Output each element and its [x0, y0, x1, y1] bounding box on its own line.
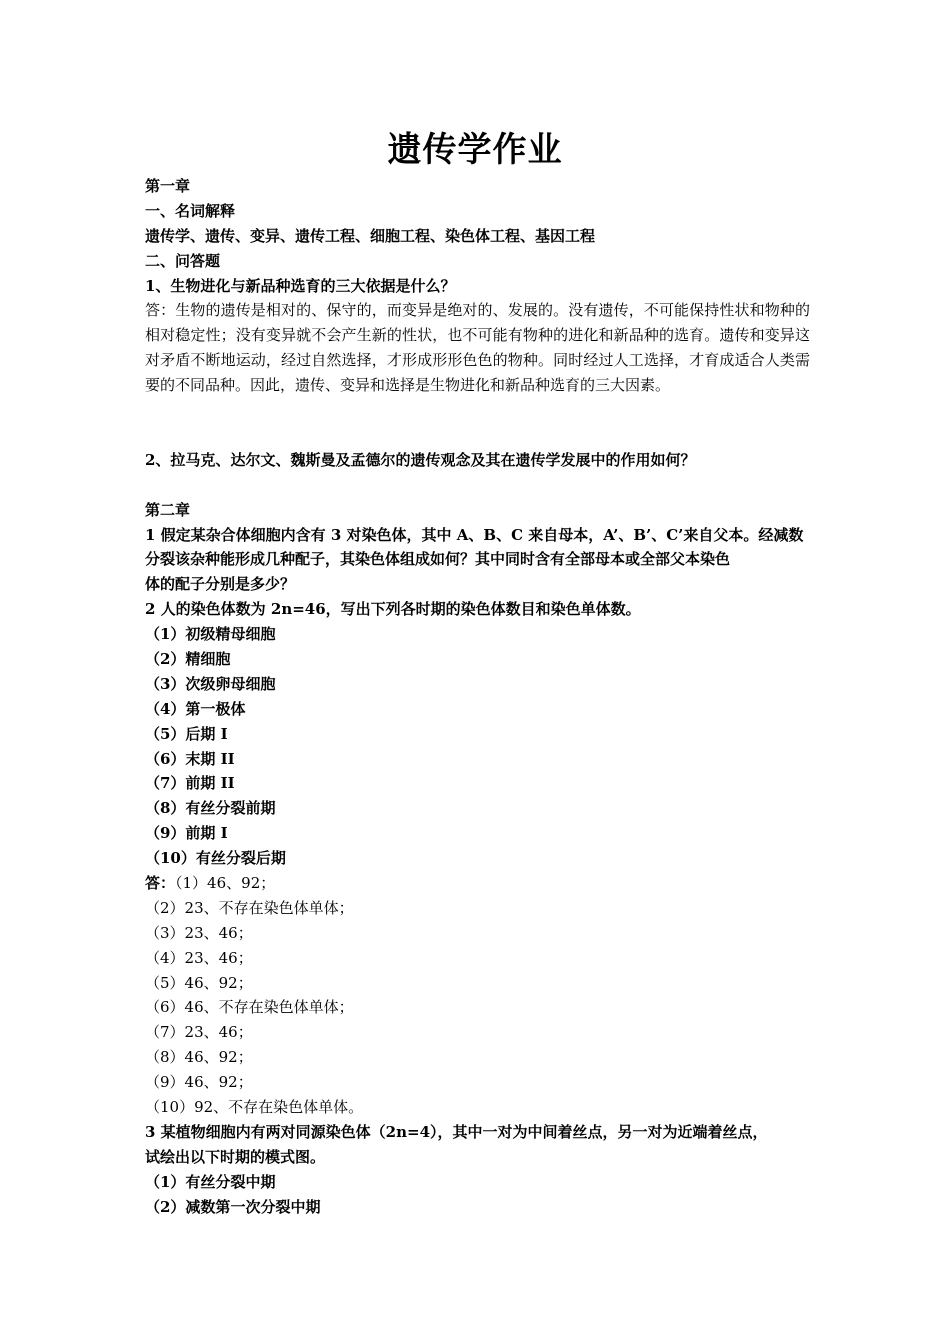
ch2-q2-item: （7）前期 II: [145, 774, 235, 793]
ch2-question-1-line: 体的配子分别是多少？: [145, 575, 296, 594]
document-title: 遗传学作业: [387, 130, 563, 170]
ch2-q2-item: （2）精细胞: [145, 649, 231, 668]
answer-item: （10）92、不存在染色体单体。: [145, 1098, 364, 1116]
ch1-answer-1-block: [145, 298, 810, 423]
ch2-q3-item: （1）有丝分裂中期: [145, 1172, 276, 1191]
answer-item: （6）46、不存在染色体单体；: [145, 998, 354, 1017]
ch2-q2-item: （8）有丝分裂前期: [145, 799, 276, 818]
answer-item: （9）46、92；: [145, 1073, 253, 1092]
spacer: [145, 473, 810, 498]
ch1-question-2: 2、拉马克、达尔文、魏斯曼及孟德尔的遗传观念及其在遗传学发展中的作用如何？: [145, 450, 696, 469]
answer-item: （3）23、46；: [145, 923, 253, 942]
ch2-q2-item: （9）前期 I: [145, 824, 228, 843]
ch2-q3-item: （2）减数第一次分裂中期: [145, 1197, 321, 1216]
ch2-question-1-line: 1 假定某杂合体细胞内含有 3 对染色体，其中 A、B、C 来自母本，A’、B’、C’来自父本。经减数: [145, 525, 804, 544]
section-terms-heading: 一、名词解释: [145, 201, 236, 220]
chapter2-heading: 第二章: [145, 500, 191, 519]
answer-item: （8）46、92；: [145, 1048, 253, 1067]
ch2-q2-item: （6）末期 II: [145, 749, 235, 768]
ch2-q2-item: （4）第一极体: [145, 699, 246, 718]
answer-item: （5）46、92；: [145, 973, 253, 992]
ch2-q2-item: （3）次级卵母细胞: [145, 674, 276, 693]
ch2-question-2: 2 人的染色体数为 2n=46，写出下列各时期的染色体数目和染色单体数。: [145, 600, 641, 619]
ch2-answer-2-first: [145, 871, 810, 896]
chapter1-heading: 第一章: [145, 177, 191, 195]
answer-item: （1）46、92；: [175, 873, 276, 892]
ch1-answer-1: 答：生物的遗传是相对的、保守的，而变异是绝对的、发展的。没有遗传，不可能保持性状和物种的相对稳定性；没有变异就不会产生新的性状，也不可能有物种的进化和新品种的选育。遗传和变异这对矛盾不断地运动，经过自然选择，才形成形形色色的物种。同时经过人工选择，才育成适合人类需要的不同品种。因此，遗传、变异和选择是生物进化和新品种选育的三大因素。: [145, 301, 810, 395]
ch2-q2-item: （10）有丝分裂后期: [145, 849, 286, 868]
ch2-q2-item: （5）后期 I: [145, 724, 228, 743]
section-qa-heading: 二、问答题: [145, 251, 221, 270]
answer-item: （4）23、46；: [145, 948, 253, 967]
terms-list: 遗传学、遗传、变异、遗传工程、细胞工程、染色体工程、基因工程: [145, 226, 596, 245]
answer-item: （2）23、不存在染色体单体；: [145, 898, 354, 917]
ch1-question-1: 1、生物进化与新品种选育的三大依据是什么？: [145, 276, 456, 295]
ch2-question-1-line: 分裂该杂种能形成几种配子，其染色体组成如何？其中同时含有全部母本或全部父本染色: [145, 550, 731, 569]
answer-item: （7）23、46；: [145, 1023, 253, 1042]
ch2-question-3-line: 3 某植物细胞内有两对同源染色体（2n=4），其中一对为中间着丝点，另一对为近端着丝点，: [145, 1122, 768, 1141]
ch2-q2-item: （1）初级精母细胞: [145, 625, 276, 644]
document-body: [145, 174, 810, 1219]
answer-label: 答：: [145, 873, 176, 892]
ch2-question-3-line: 试绘出以下时期的模式图。: [145, 1147, 326, 1166]
spacer: [145, 423, 810, 448]
